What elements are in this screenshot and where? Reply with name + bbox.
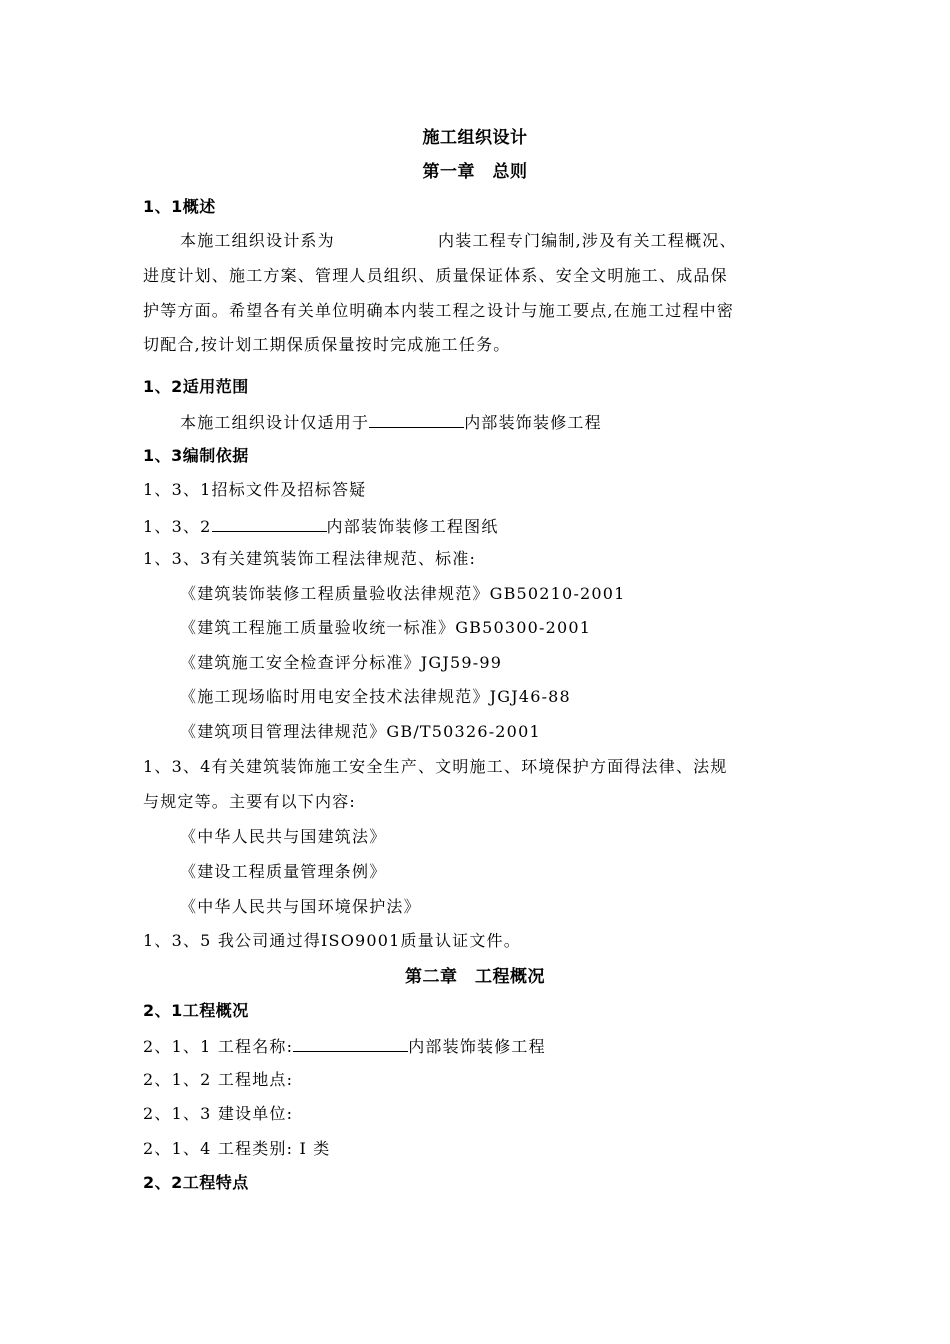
basis-item-1: 1、3、1招标文件及招标答疑 [143, 480, 367, 499]
standard-item: 《施工现场临时用电安全技术法律规范》JGJ46-88 [180, 687, 571, 706]
scope-suffix: 内部装饰装修工程 [464, 413, 602, 432]
section-1-1-heading: 1、1概述 [143, 197, 216, 216]
scope-text: 本施工组织设计仅适用于 [180, 413, 370, 432]
chapter-2-heading: 第二章 工程概况 [405, 967, 545, 987]
project-category: 2、1、4 工程类别: I 类 [143, 1139, 331, 1158]
doc-title: 施工组织设计 [422, 128, 528, 148]
law-item: 《中华人民共与国建筑法》 [180, 827, 387, 846]
standard-item: 《建筑工程施工质量验收统一标准》GB50300-2001 [180, 618, 592, 637]
project-name-label: 2、1、1 工程名称: [143, 1037, 294, 1056]
blank-field [293, 1035, 408, 1052]
para-line: 本施工组织设计系为 内装工程专门编制,涉及有关工程概况、 [180, 231, 737, 250]
basis-item-3: 1、3、3有关建筑装饰工程法律规范、标准: [143, 549, 477, 568]
basis-item-2-text: 内部装饰装修工程图纸 [326, 517, 499, 536]
project-name-line [143, 1035, 546, 1057]
section-1-3-heading: 1、3编制依据 [143, 446, 249, 465]
para-line: 进度计划、施工方案、管理人员组织、质量保证体系、安全文明施工、成品保 [143, 266, 728, 285]
chapter-1-heading: 第一章 总则 [422, 162, 528, 182]
project-name-suffix: 内部装饰装修工程 [408, 1037, 546, 1056]
scope-line [180, 411, 602, 433]
basis-item-5: 1、3、5 我公司通过得ISO9001质量认证文件。 [143, 931, 521, 950]
standard-item: 《建筑项目管理法律规范》GB/T50326-2001 [180, 722, 541, 741]
section-2-1-heading: 2、1工程概况 [143, 1001, 249, 1020]
project-location: 2、1、2 工程地点: [143, 1070, 294, 1089]
basis-item-2 [143, 515, 499, 537]
project-owner: 2、1、3 建设单位: [143, 1104, 294, 1123]
standard-item: 《建筑施工安全检查评分标准》JGJ59-99 [180, 653, 503, 672]
section-1-2-heading: 1、2适用范围 [143, 377, 249, 396]
blank-field [369, 411, 464, 428]
para-line: 切配合,按计划工期保质保量按时完成施工任务。 [143, 335, 511, 354]
standard-item: 《建筑装饰装修工程质量验收法律规范》GB50210-2001 [180, 584, 626, 603]
law-item: 《中华人民共与国环境保护法》 [180, 897, 421, 916]
basis-item-4-line-2: 与规定等。主要有以下内容: [143, 792, 356, 811]
section-2-2-heading: 2、2工程特点 [143, 1173, 249, 1192]
basis-item-4-line-1: 1、3、4有关建筑装饰施工安全生产、文明施工、环境保护方面得法律、法规 [143, 757, 728, 776]
law-item: 《建设工程质量管理条例》 [180, 862, 387, 881]
blank-field [212, 515, 327, 532]
basis-item-2-num: 1、3、2 [143, 517, 212, 536]
para-line: 护等方面。希望各有关单位明确本内装工程之设计与施工要点,在施工过程中密 [143, 301, 735, 320]
